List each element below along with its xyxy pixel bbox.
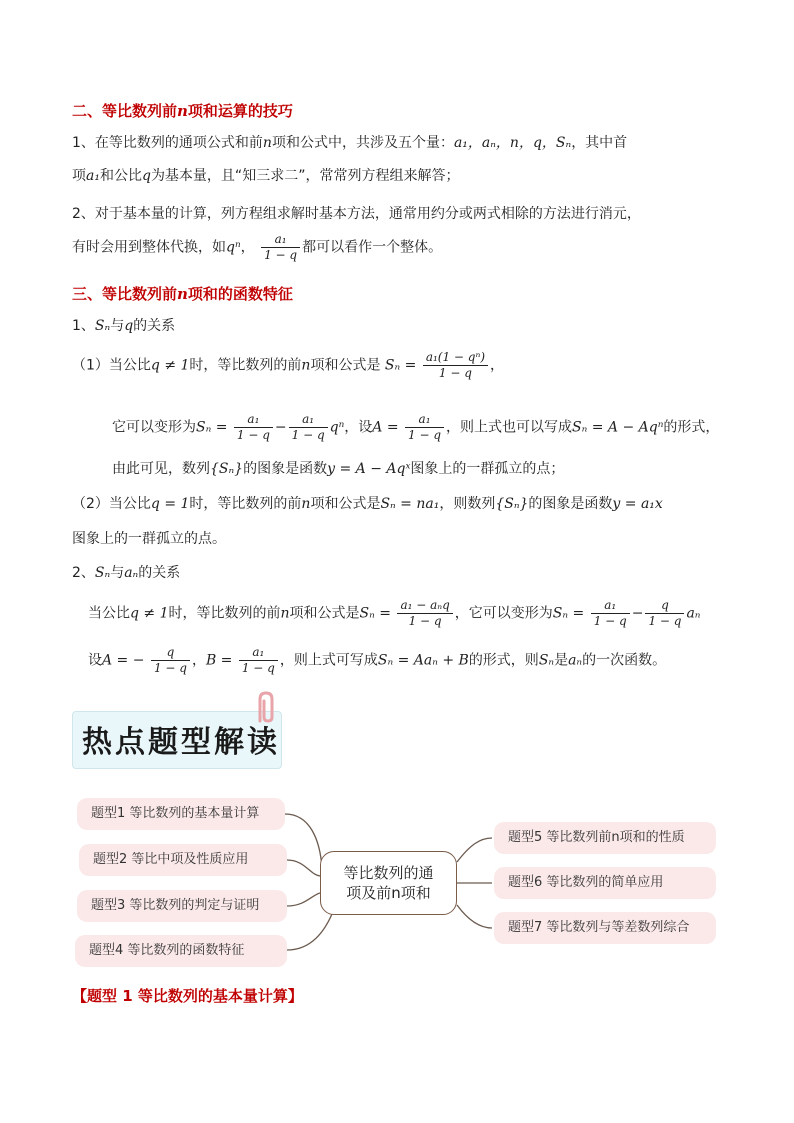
sec3-case1-line: （1）当公比q ≠ 1时，等比数列的前n项和公式是 Sₙ = $\frac{\text{a₁(1 − qⁿ)}}{1 - q}$ ， bbox=[72, 350, 505, 380]
connector-right-1 bbox=[457, 838, 492, 862]
fraction: $\frac{\text{a₁ − aₙq}}{1 - q}$ bbox=[397, 598, 452, 629]
section-3-title: 三、等比数列前n项和的函数特征 bbox=[72, 285, 293, 303]
fraction: $\frac{\text{a₁(1 − qⁿ)}}{1 - q}$ bbox=[423, 350, 488, 381]
fraction: $\frac{\text{a₁}}{1 - q}$ bbox=[239, 645, 278, 676]
mindmap-node-type2[interactable]: 题型2 等比中项及性质应用 bbox=[79, 844, 287, 876]
mindmap-node-type3[interactable]: 题型3 等比数列的判定与证明 bbox=[77, 890, 287, 922]
fraction: $\frac{\text{a₁}}{1 - q}$ bbox=[234, 412, 273, 443]
fraction: $\frac{\text{a₁}}{1 - q}$ bbox=[405, 412, 444, 443]
mindmap-node-type6[interactable]: 题型6 等比数列的简单应用 bbox=[494, 867, 716, 899]
sec3-case2-line1: （2）当公比q = 1时，等比数列的前n项和公式是Sₙ = na₁，则数列{Sₙ}的图象是函数y = a₁x bbox=[72, 496, 663, 512]
mindmap-node-type7[interactable]: 题型7 等比数列与等差数列综合 bbox=[494, 912, 716, 944]
mindmap-center-node[interactable]: 等比数列的通 项及前n项和 bbox=[320, 851, 457, 915]
type1-heading: 【题型 1 等比数列的基本量计算】 bbox=[72, 987, 303, 1005]
sec3-sub2-title: 2、Sₙ与aₙ的关系 bbox=[72, 565, 181, 581]
mindmap-node-type1[interactable]: 题型1 等比数列的基本量计算 bbox=[77, 798, 285, 830]
connector-left-3 bbox=[287, 893, 320, 906]
banner-title: 热点题型解读 bbox=[82, 725, 280, 760]
mindmap-node-type4[interactable]: 题型4 等比数列的函数特征 bbox=[75, 935, 287, 967]
connector-left-4 bbox=[287, 914, 332, 950]
sec2-para1-line2: 项a₁和公比q为基本量，且“知三求二”，常常列方程组来解答； bbox=[72, 168, 460, 184]
mindmap-node-type5[interactable]: 题型5 等比数列前n项和的性质 bbox=[494, 822, 716, 854]
sec2-para2-line1: 2、对于基本量的计算，列方程组求解时基本方法，通常用约分或两式相除的方法进行消元， bbox=[72, 206, 641, 222]
fraction: $\frac{\text{a₁}}{1 - q}$ bbox=[289, 412, 328, 443]
sec3-case2-line2: 图象上的一群孤立的点。 bbox=[72, 531, 226, 547]
sec3-sub2-line2: 设A = − $\frac{q}{1 - q}$ ，B = $\frac{\text{a₁}}{1 - q}$ ，则上式可写成Sₙ = Aaₙ + B的形式，则Sₙ是aₙ的一次函数。 bbox=[88, 645, 667, 675]
sec3-sub1-title: 1、Sₙ与q的关系 bbox=[72, 318, 176, 334]
connector-right-3 bbox=[457, 905, 492, 928]
fraction: $\frac{\text{a₁}}{1 - q}$ bbox=[591, 598, 630, 629]
fraction: $\frac{q}{1 - q}$ bbox=[645, 598, 684, 629]
sec3-sub2-line1: 当公比q ≠ 1时，等比数列的前n项和公式是Sₙ = $\frac{\text{a₁ − aₙq}}{1 - q}$ ，它可以变形为Sₙ = $\frac{\text{a₁}}{1 - q}$ − $\frac{q}{1 - q}$ aₙ bbox=[88, 598, 701, 628]
sec2-para2-line2: 有时会用到整体代换，如qⁿ， $\frac{\text{a₁}}{1 - q}$ 都可以看作一个整体。 bbox=[72, 232, 443, 262]
sec3-case1-transform: 它可以变形为Sₙ = $\frac{\text{a₁}}{1 - q}$ − $\frac{\text{a₁}}{1 - q}$ qⁿ，设A = $\frac{\text{a₁}}{1 - q}$ ，则上式也可以写成Sₙ = A − Aqⁿ的形式， bbox=[112, 412, 720, 442]
sec2-para1-line1: 1、在等比数列的通项公式和前n项和公式中，共涉及五个量：a₁，aₙ，n，q，Sₙ，其中首 bbox=[72, 135, 628, 151]
fraction: $\frac{q}{1 - q}$ bbox=[151, 645, 190, 676]
connector-left-2 bbox=[287, 860, 320, 876]
sec3-case1-conclusion: 由此可见，数列{Sₙ}的图象是函数y = A − Aqˣ图象上的一群孤立的点； bbox=[112, 461, 565, 477]
fraction: $\frac{\text{a₁}}{1 - q}$ bbox=[261, 232, 300, 263]
section-2-title: 二、等比数列前n项和运算的技巧 bbox=[72, 102, 293, 120]
